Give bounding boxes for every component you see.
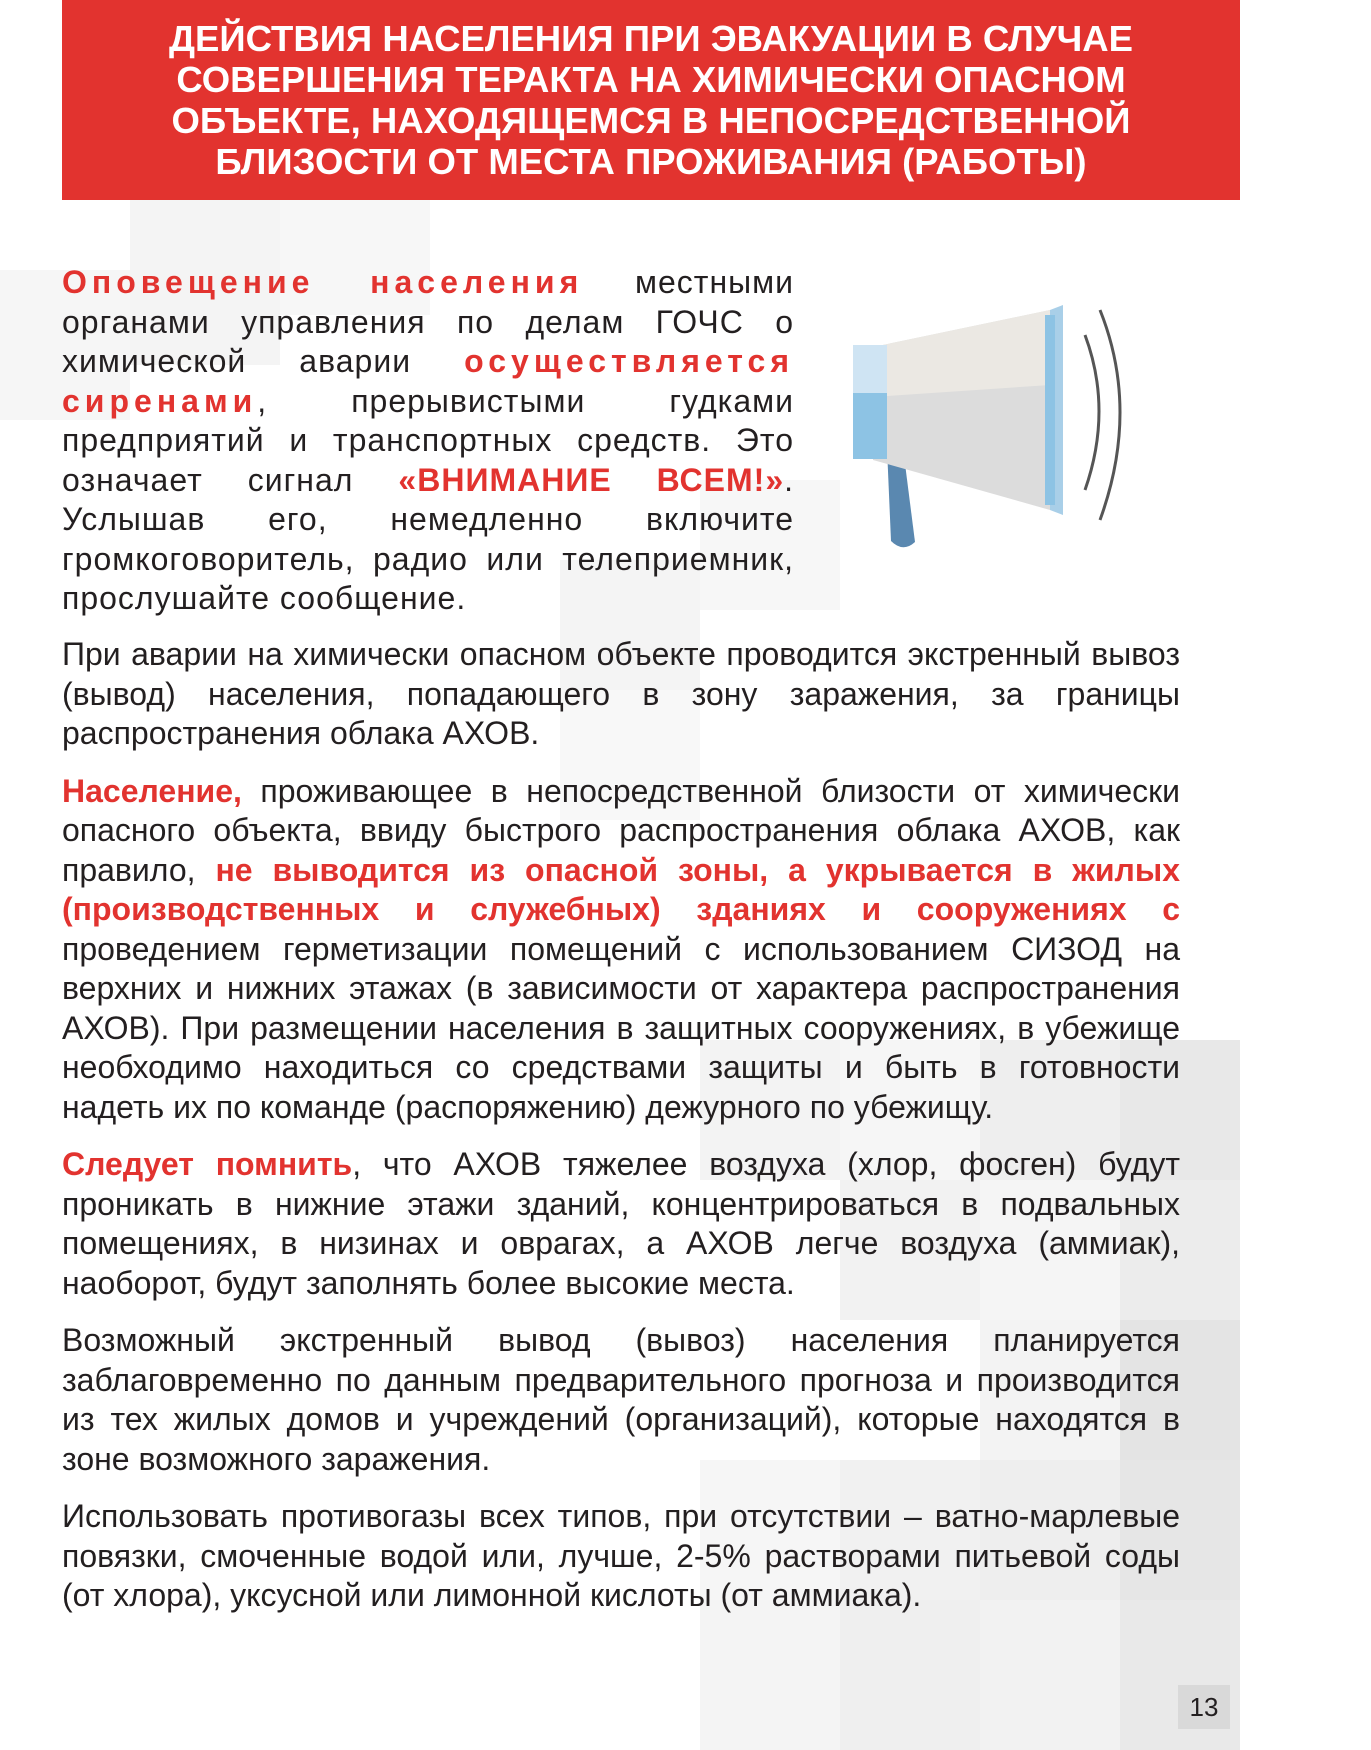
paragraph [62, 1497, 1180, 1616]
intro-paragraph [62, 263, 794, 619]
page-title: ДЕЙСТВИЯ НАСЕЛЕНИЯ ПРИ ЭВАКУАЦИИ В СЛУЧАЕ СОВЕРШЕНИЯ ТЕРАКТА НА ХИМИЧЕСКИ ОПАСНОМ ОБЪЕКТЕ, НАХОДЯЩЕМСЯ В НЕПОСРЕДСТВЕННОЙ БЛИЗОСТИ ОТ МЕСТА ПРОЖИВАНИЯ (РАБОТЫ) [169, 18, 1133, 182]
paragraph [62, 635, 1180, 754]
body-text: местными органами управления по делам ГОЧС о химической аварии [62, 264, 794, 379]
body-text: , прерывистыми гудками предприятий и транспортных средств. Это означает сигнал [62, 382, 794, 498]
header-banner [62, 0, 1240, 200]
main-content [62, 635, 1180, 1634]
highlight-text: Оповещение населения [62, 264, 584, 300]
body-text: Использовать противогазы всех типов, при отсутствии – ватно-марлевые повязки, смоченные водой или, лучше, 2-5% растворами питьевой соды (от хлора), уксусной или лимонной кислоты (от аммиака). [62, 1498, 1180, 1613]
megaphone-icon [845, 305, 1185, 555]
highlight-text: Следует помнить [62, 1146, 353, 1182]
paragraph [62, 1145, 1180, 1303]
body-text: . Услышав его, немедленно включите громкоговоритель, радио или телеприемник, прослушайте сообщение. [62, 461, 794, 616]
body-text: Возможный экстренный вывод (вывоз) населения планируется заблаговременно по данным предварительного прогноза и производится из тех жилых домов и учреждений (организаций), которые находятся в зоне возможного заражения. [62, 1322, 1180, 1477]
body-text: , что АХОВ тяжелее воздуха (хлор, фосген) будут проникать в нижние этажи зданий, концентрироваться в подвальных помещениях, в низинах и оврагах, а АХОВ легче воздуха (аммиак), наоборот, будут заполнять более высокие места. [62, 1146, 1180, 1301]
page-number: 13 [1178, 1685, 1230, 1729]
highlight-text: осуществляется сиренами [62, 343, 794, 419]
highlight-text: Население, [62, 772, 242, 809]
paragraph [62, 1321, 1180, 1479]
body-text: проведением герметизации помещений с использованием СИЗОД на верхних и нижних этажах (в зависимости от характера распространения АХОВ). При размещении населения в защитных сооружениях, в убежище необходимо находиться со средствами защиты и быть в готовности надеть их по команде (распоряжению) дежурного по убежищу. [62, 930, 1180, 1125]
highlight-text: не выводится из опасной зоны, а укрывается в жилых (производственных и служебных) зданиях и сооружениях с [62, 851, 1181, 927]
signal-text: «ВНИМАНИЕ ВСЕМ!» [398, 461, 785, 498]
body-text: проживающее в непосредственной близости от химически опасного объекта, ввиду быстрого распространения облака АХОВ, как правило, [62, 772, 1180, 888]
paragraph [62, 772, 1180, 1128]
body-text: При аварии на химически опасном объекте проводится экстренный вывоз (вывод) населения, попадающего в зону заражения, за границы распространения облака АХОВ. [62, 636, 1180, 751]
